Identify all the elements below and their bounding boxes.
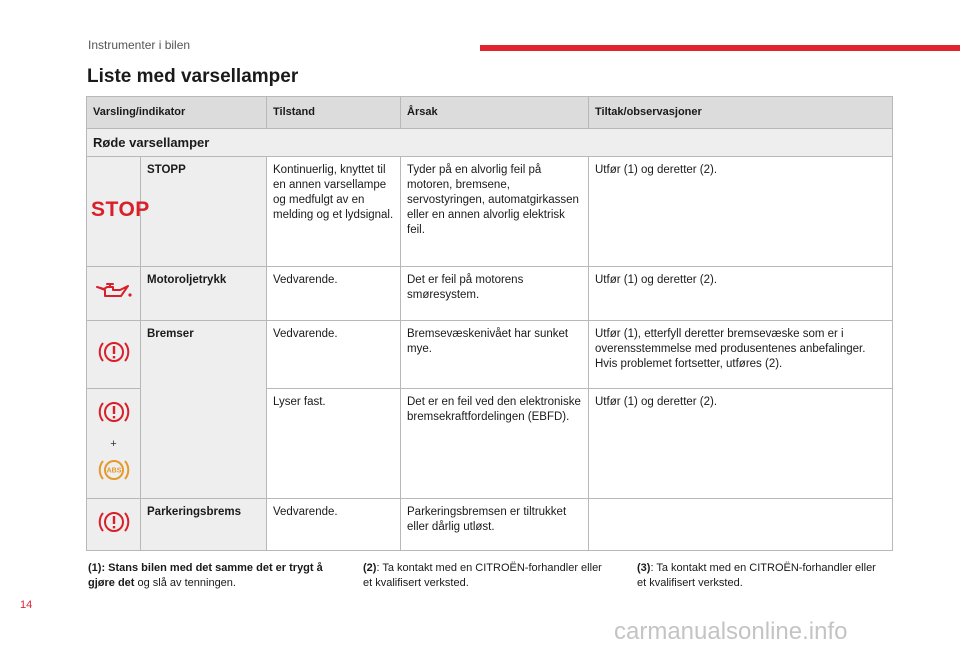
footnote-3-text: : Ta kontakt med en CITROËN-forhandler eller et kvalifisert verksted. — [637, 562, 876, 589]
footnote-2-text: : Ta kontakt med en CITROËN-forhandler eller et kvalifisert verksted. — [363, 562, 602, 589]
state-cell: Vedvarende. — [267, 499, 401, 551]
column-header: Varsling/indikator — [87, 97, 267, 129]
column-header: Årsak — [401, 97, 589, 129]
footnote-2 — [363, 561, 613, 591]
footnote-1-bold: : Stans bilen med det samme det er trygt å gjøre det — [88, 562, 323, 589]
indicator-name: Bremser — [141, 321, 267, 499]
action-cell — [589, 499, 893, 551]
table-row — [87, 157, 893, 267]
cause-cell: Parkeringsbremsen er tiltrukket eller dårlig utløst. — [401, 499, 589, 551]
indicator-name: Parkeringsbrems — [141, 499, 267, 551]
brake-warning-icon — [97, 338, 131, 366]
stop-icon-cell — [87, 157, 150, 267]
footnote-2-number: (2) — [363, 562, 377, 574]
action-cell: Utfør (1) og deretter (2). — [589, 267, 893, 321]
footnote-1-number: (1) — [88, 562, 102, 574]
brake-abs-icon-cell — [87, 389, 141, 499]
column-header: Tiltak/observasjoner — [589, 97, 893, 129]
cause-cell: Det er en feil ved den elektroniske bremsekraftfordelingen (EBFD). — [401, 389, 589, 499]
state-cell: Lyser fast. — [267, 389, 401, 499]
state-cell: Vedvarende. — [267, 321, 401, 389]
state-cell: Vedvarende. — [267, 267, 401, 321]
brake-warning-icon — [97, 508, 131, 536]
cause-cell: Det er feil på motorens smøresystem. — [401, 267, 589, 321]
table-row — [87, 267, 893, 321]
column-header: Tilstand — [267, 97, 401, 129]
indicator-name: STOPP — [141, 157, 267, 267]
brake-warning-icon — [97, 398, 131, 426]
stop-icon: STOP — [91, 198, 150, 221]
oil-icon-cell — [87, 267, 141, 321]
warning-lights-table — [86, 96, 893, 551]
accent-bar — [480, 45, 960, 51]
table-row — [87, 499, 893, 551]
cause-cell: Tyder på en alvorlig feil på motoren, bremsene, servostyringen, automatgirkassen eller en annen alvorlig elektrisk feil. — [401, 157, 589, 267]
page-title: Liste med varsellamper — [87, 66, 299, 87]
table-row — [87, 321, 893, 389]
table-header-row — [87, 97, 893, 129]
indicator-name: Motoroljetrykk — [141, 267, 267, 321]
brake-icon-cell — [87, 321, 141, 389]
abs-label: ABS — [106, 467, 121, 475]
action-cell: Utfør (1) og deretter (2). — [589, 389, 893, 499]
group-title: Røde varsellamper — [87, 129, 893, 157]
footnote-1-text: og slå av tenningen. — [134, 577, 236, 589]
footnote-3-number: (3) — [637, 562, 651, 574]
footnote-1 — [88, 561, 346, 591]
action-cell: Utfør (1), etterfyll deretter bremsevæske som er i overensstemmelse med produsentenes anbefalinger. Hvis problemet fortsetter, utføres (2). — [589, 321, 893, 389]
abs-icon — [97, 456, 131, 484]
state-cell: Kontinuerlig, knyttet til en annen varsellampe og medfulgt av en melding og et lydsignal. — [267, 157, 401, 267]
parking-brake-icon-cell — [87, 499, 141, 551]
cause-cell: Bremsevæskenivået har sunket mye. — [401, 321, 589, 389]
plus-sign: + — [110, 438, 117, 450]
watermark: carmanualsonline.info — [614, 618, 848, 645]
footnote-3 — [637, 561, 887, 591]
action-cell: Utfør (1) og deretter (2). — [589, 157, 893, 267]
page-number: 14 — [20, 599, 33, 611]
group-row — [87, 129, 893, 157]
section-label: Instrumenter i bilen — [88, 38, 191, 52]
oil-can-icon — [95, 281, 133, 301]
